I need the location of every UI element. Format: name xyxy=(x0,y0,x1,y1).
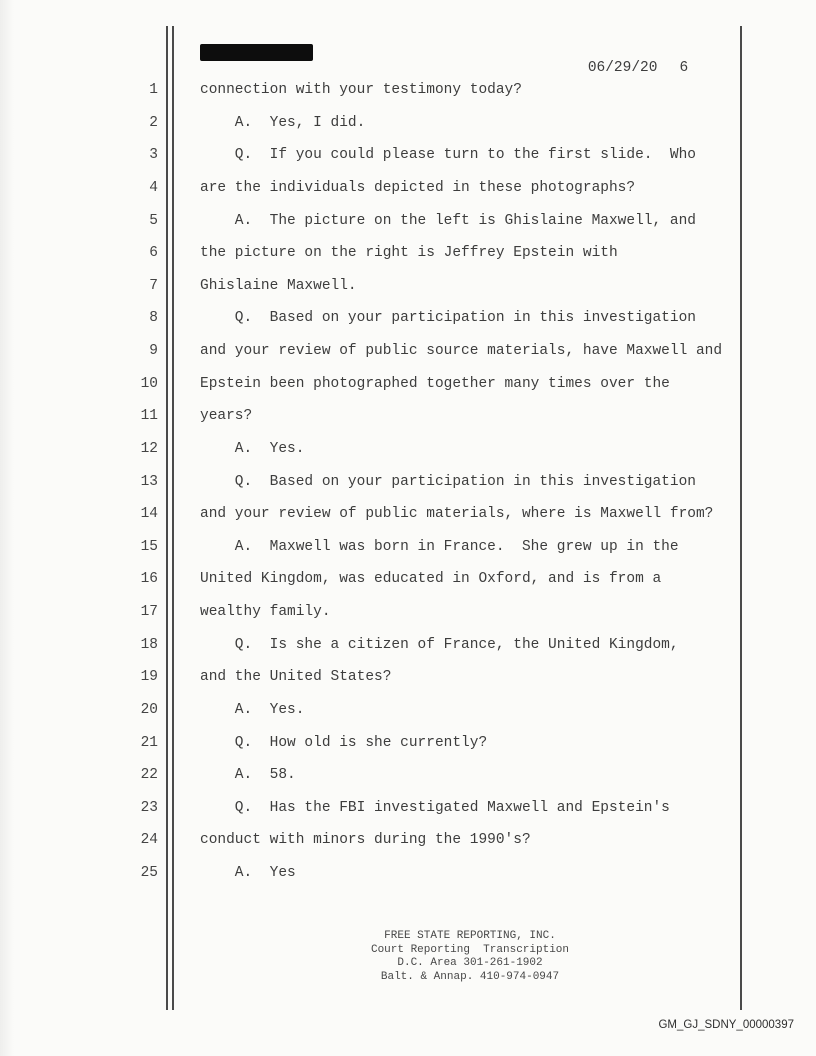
transcript-line xyxy=(0,727,816,760)
line-text: Q. How old is she currently? xyxy=(200,734,488,751)
transcript-line xyxy=(0,107,816,140)
line-text: and the United States? xyxy=(200,669,392,686)
transcript-line xyxy=(0,335,816,368)
line-text: Epstein been photographed together many times over the xyxy=(200,375,670,392)
line-text: wealthy family. xyxy=(200,604,331,620)
line-number: 13 xyxy=(140,473,158,490)
footer-company: FREE STATE REPORTING, INC. xyxy=(384,930,556,942)
line-text: A. The picture on the left is Ghislaine Maxwell, and xyxy=(200,212,696,229)
transcript-lines xyxy=(0,74,816,890)
transcript-line xyxy=(0,531,816,564)
transcript-line xyxy=(0,74,816,107)
line-number: 17 xyxy=(140,604,158,620)
line-number: 8 xyxy=(149,310,158,327)
line-number: 16 xyxy=(140,571,158,588)
line-text: A. Yes xyxy=(200,865,296,881)
line-number: 21 xyxy=(140,734,158,751)
line-text: and your review of public source materials, have Maxwell and xyxy=(200,343,723,359)
transcript-line xyxy=(0,857,816,890)
transcript-line xyxy=(0,433,816,466)
transcript-line xyxy=(0,759,816,792)
line-text: A. Yes. xyxy=(200,440,305,457)
line-text: Ghislaine Maxwell. xyxy=(200,277,357,294)
line-text: Q. Is she a citizen of France, the United Kingdom, xyxy=(200,636,679,653)
line-text: United Kingdom, was educated in Oxford, and is from a xyxy=(200,571,662,588)
line-text: A. Yes, I did. xyxy=(200,114,366,131)
line-text: A. 58. xyxy=(200,767,296,784)
transcript-line xyxy=(0,498,816,531)
header-page-number: 6 xyxy=(679,60,689,76)
line-text: connection with your testimony today? xyxy=(200,82,522,98)
footer-phone-dc: D.C. Area 301-261-1902 xyxy=(397,957,543,969)
line-number: 18 xyxy=(140,636,158,653)
transcript-line xyxy=(0,237,816,270)
line-text: the picture on the right is Jeffrey Epstein with xyxy=(200,245,618,262)
line-number: 14 xyxy=(140,506,158,523)
transcript-line xyxy=(0,563,816,596)
footer-service: Court Reporting Transcription xyxy=(370,943,570,956)
line-number: 7 xyxy=(149,277,158,294)
line-number: 10 xyxy=(140,375,158,392)
transcript-line xyxy=(0,694,816,727)
line-number: 4 xyxy=(149,179,158,196)
line-number: 3 xyxy=(149,147,158,164)
transcript-line xyxy=(0,172,816,205)
line-text: A. Yes. xyxy=(200,701,305,718)
line-number: 11 xyxy=(140,408,158,425)
line-number: 19 xyxy=(140,669,158,686)
transcript-line xyxy=(0,400,816,433)
transcript-line xyxy=(0,629,816,662)
line-number: 20 xyxy=(140,701,158,718)
line-number: 22 xyxy=(140,767,158,784)
line-number: 12 xyxy=(140,440,158,457)
line-number: 1 xyxy=(149,82,158,98)
transcript-line xyxy=(0,205,816,238)
header-date: 06/29/20 xyxy=(587,60,658,76)
line-number: 9 xyxy=(149,343,158,359)
line-text: Q. Based on your participation in this investigation xyxy=(200,473,696,490)
transcript-line xyxy=(0,824,816,857)
line-text: years? xyxy=(200,408,253,425)
transcript-line xyxy=(0,368,816,401)
bates-number: GM_GJ_SDNY_00000397 xyxy=(658,1019,794,1031)
line-number: 25 xyxy=(140,865,158,881)
line-text: conduct with minors during the 1990's? xyxy=(200,832,531,849)
line-number: 15 xyxy=(140,538,158,555)
line-text: Q. If you could please turn to the first slide. Who xyxy=(200,147,696,164)
footer-phone-balt: Balt. & Annap. 410-974-0947 xyxy=(380,970,560,983)
line-text: are the individuals depicted in these photographs? xyxy=(200,179,636,196)
transcript-line xyxy=(0,466,816,499)
transcript-line xyxy=(0,661,816,694)
line-text: A. Maxwell was born in France. She grew up in the xyxy=(200,538,679,555)
line-number: 5 xyxy=(149,212,158,229)
reporter-footer xyxy=(200,930,740,984)
transcript-line xyxy=(0,302,816,335)
transcript-line xyxy=(0,596,816,629)
line-text: Q. Based on your participation in this investigation xyxy=(200,310,696,327)
redaction-bar xyxy=(200,44,313,61)
transcript-line xyxy=(0,270,816,303)
line-number: 2 xyxy=(149,114,158,131)
line-number: 24 xyxy=(140,832,158,849)
line-number: 6 xyxy=(149,245,158,262)
line-text: and your review of public materials, where is Maxwell from? xyxy=(200,506,714,523)
line-text: Q. Has the FBI investigated Maxwell and Epstein's xyxy=(200,799,670,816)
line-number: 23 xyxy=(140,799,158,816)
transcript-line xyxy=(0,139,816,172)
transcript-line xyxy=(0,792,816,825)
